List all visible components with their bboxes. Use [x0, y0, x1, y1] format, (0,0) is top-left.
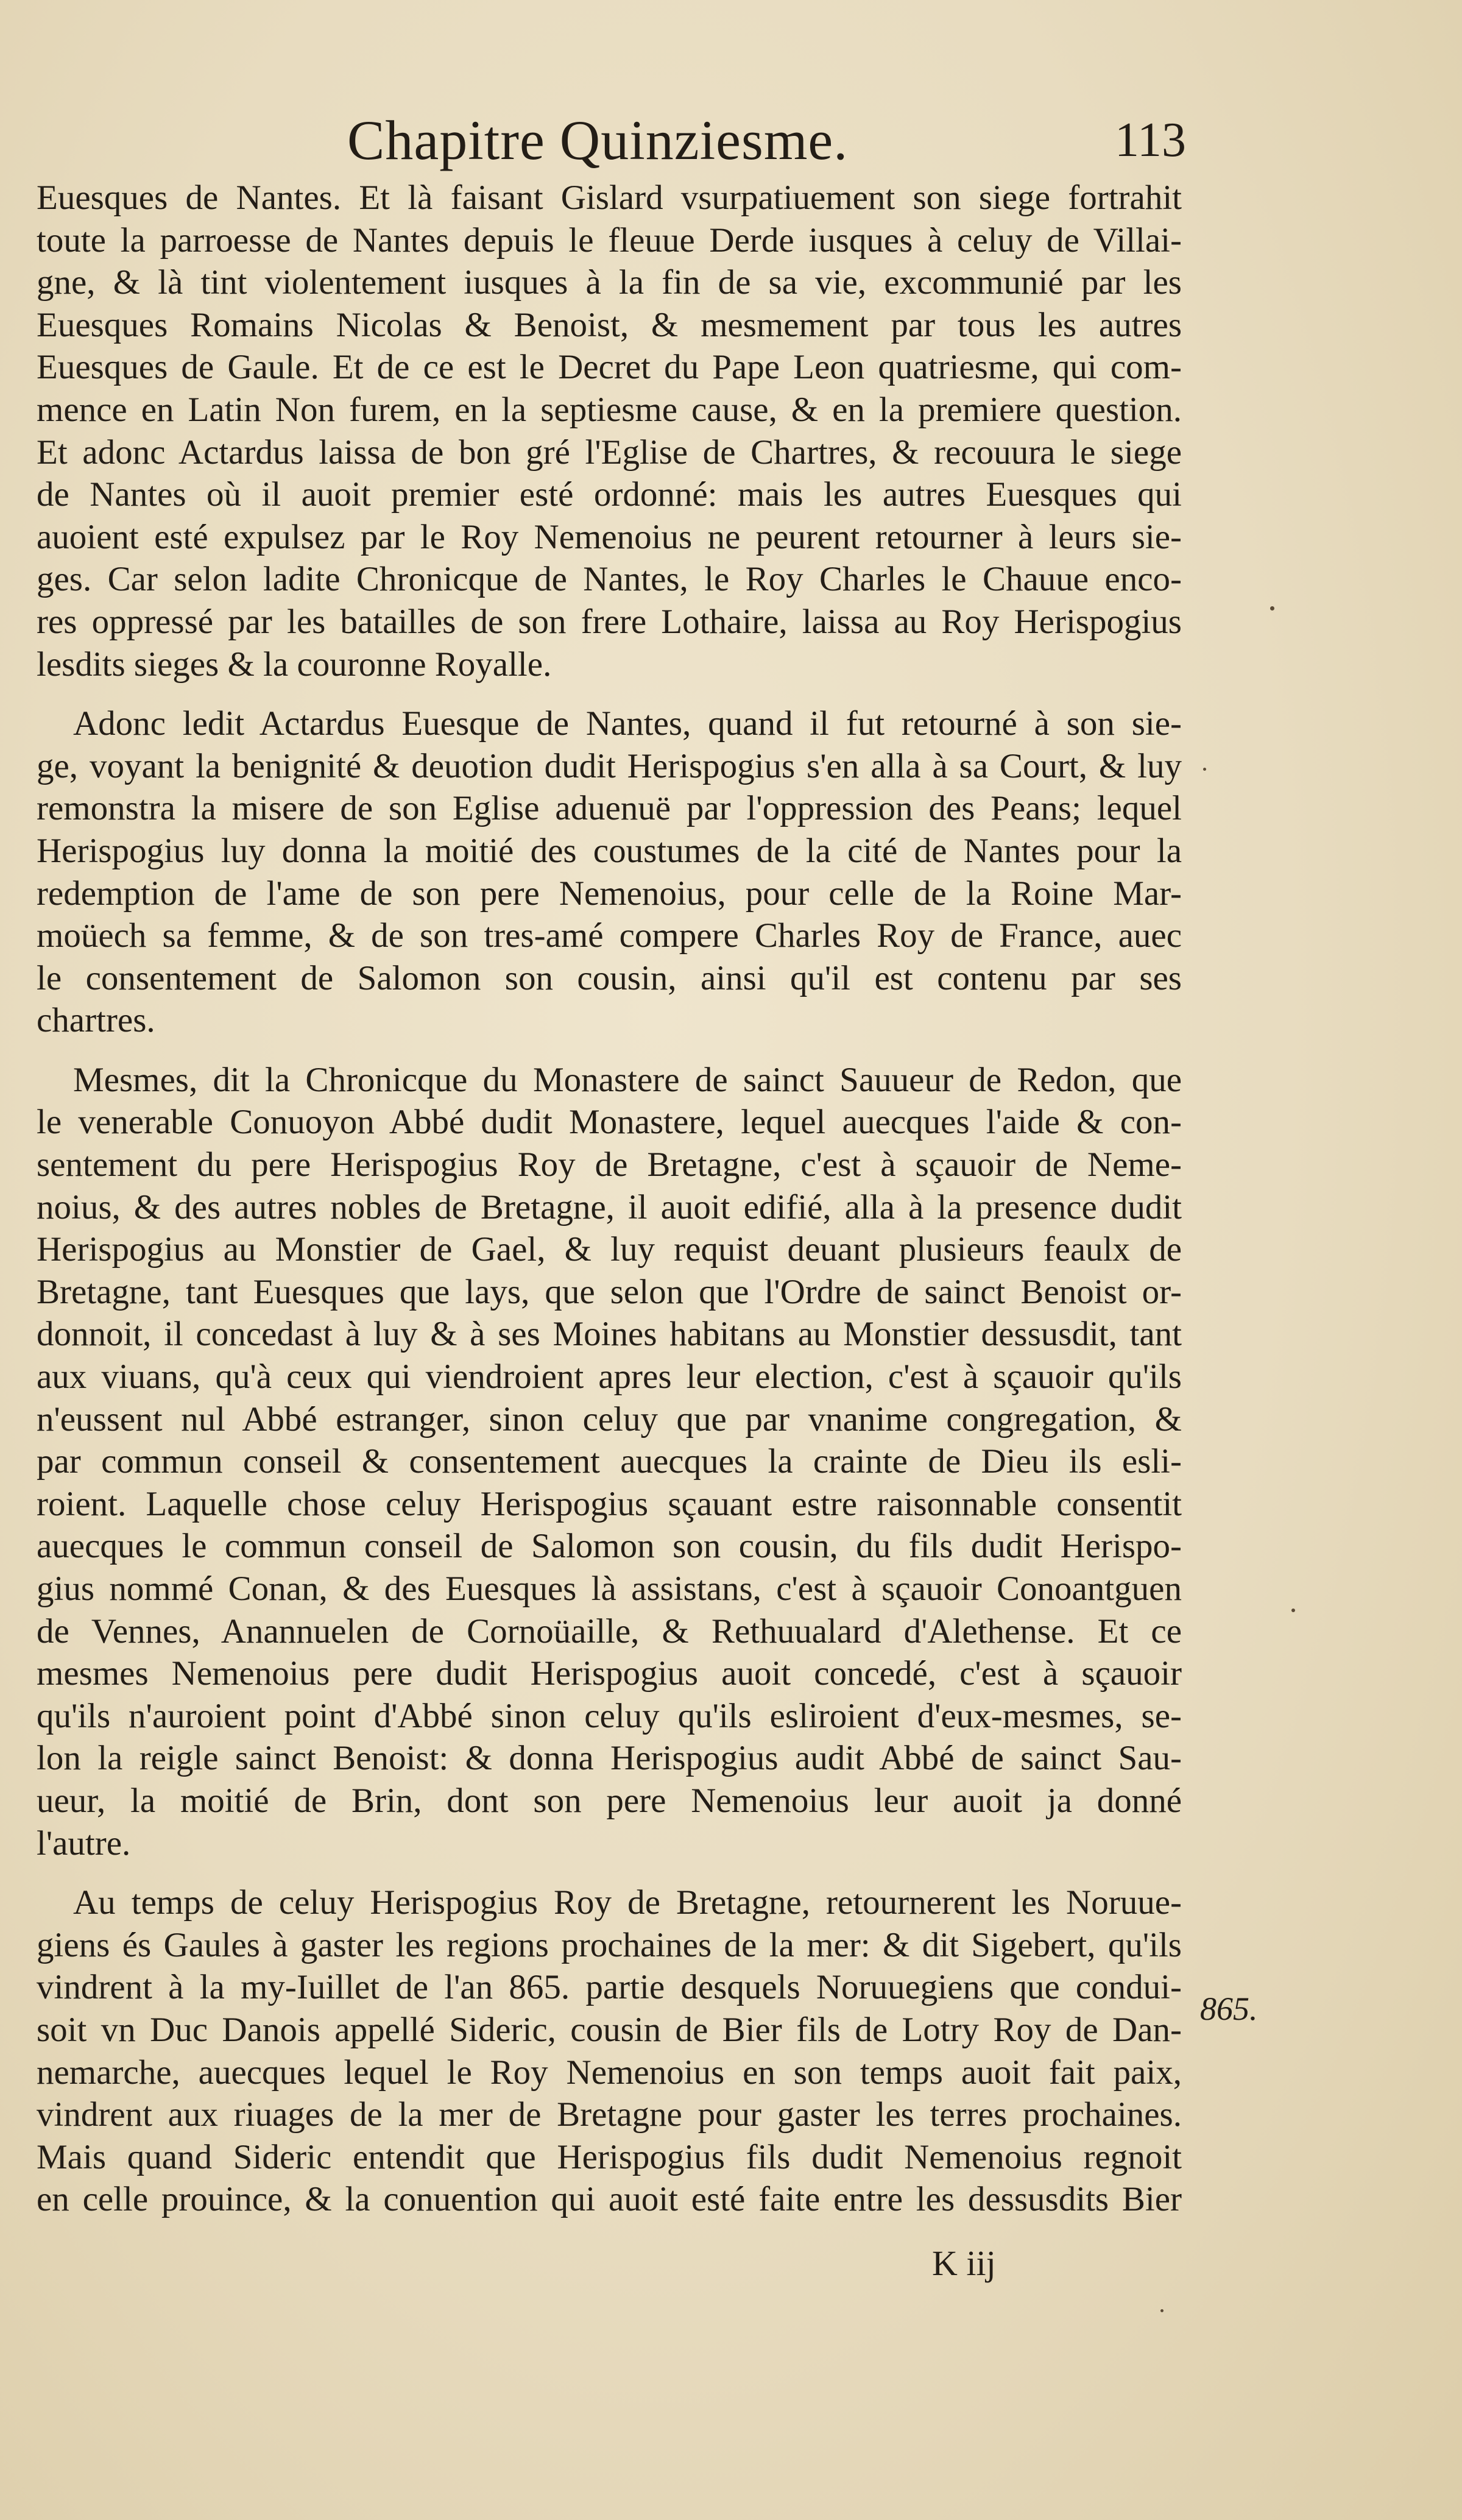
margin-note-year: 865.	[1200, 1991, 1258, 2027]
paragraph-gap	[37, 1042, 1182, 1059]
running-title: Chapitre Quinziesme.	[347, 109, 849, 171]
text-line: Bretagne, tant Euesques que lays, que selon que l'Ordre de sainct Benoist or-	[37, 1272, 1182, 1311]
text-line: giens és Gaules à gaster les regions prochaines de la mer: & dit Sigebert, qu'ils	[37, 1925, 1182, 1964]
paper-speck	[1203, 768, 1206, 771]
text-line: Euesques de Nantes. Et là faisant Gislard vsurpatiuement son siege fortrahit	[37, 179, 1182, 217]
text-line: lon la reigle sainct Benoist: & donna Herispogius audit Abbé de sainct Sau-	[37, 1739, 1182, 1778]
page-number: 113	[1115, 113, 1187, 167]
text-line: aux viuans, qu'à ceux qui viendroient apres leur election, c'est à sçauoir qu'ils	[37, 1357, 1182, 1396]
text-line: de Nantes où il auoit premier esté ordonné: mais les autres Euesques qui	[37, 475, 1182, 514]
text-line: Euesques Romains Nicolas & Benoist, & mesmement par tous les autres	[37, 305, 1182, 344]
text-line: ge, voyant la benignité & deuotion dudit Herispogius s'en alla à sa Court, & luy	[37, 746, 1182, 785]
text-line: l'autre.	[37, 1824, 131, 1863]
text-line: mence en Latin Non furem, en la septiesme cause, & en la premiere question.	[37, 390, 1182, 429]
text-line: de Vennes, Anannuelen de Cornoüaille, & Rethuualard d'Alethense. Et ce	[37, 1612, 1182, 1651]
text-line: nemarche, auecques lequel le Roy Nemenoius en son temps auoit fait paix,	[37, 2053, 1182, 2092]
text-line: en celle prouince, & la conuention qui auoit esté faite entre les dessusdits Bier	[37, 2180, 1182, 2219]
text-line: noius, & des autres nobles de Bretagne, il auoit edifié, alla à la presence dudit	[37, 1187, 1182, 1226]
paragraph-gap	[37, 685, 1182, 703]
signature-mark: K iij	[932, 2243, 996, 2283]
text-line: Mesmes, dit la Chronicque du Monastere de sainct Sauueur de Redon, que	[73, 1060, 1182, 1099]
text-line: lesdits sieges & la couronne Royalle.	[37, 645, 552, 684]
text-line: chartres.	[37, 1001, 155, 1040]
text-line: redemption de l'ame de son pere Nemenoius, pour celle de la Roine Mar-	[37, 874, 1182, 913]
text-line: Euesques de Gaule. Et de ce est le Decret du Pape Leon quatriesme, qui com-	[37, 348, 1182, 387]
text-line: Mais quand Sideric entendit que Herispogius fils dudit Nemenoius regnoit	[37, 2137, 1182, 2176]
paragraph-gap	[37, 1864, 1182, 1881]
text-line: le consentement de Salomon son cousin, ainsi qu'il est contenu par ses	[37, 958, 1182, 997]
text-line: ueur, la moitié de Brin, dont son pere Nemenoius leur auoit ja donné	[37, 1781, 1182, 1820]
text-line: res oppressé par les batailles de son frere Lothaire, laissa au Roy Herispogius	[37, 602, 1182, 641]
text-line: Herispogius luy donna la moitié des coustumes de la cité de Nantes pour la	[37, 831, 1182, 870]
text-line: Herispogius au Monstier de Gael, & luy requist deuant plusieurs feaulx de	[37, 1230, 1182, 1269]
text-line: donnoit, il concedast à luy & à ses Moines habitans au Monstier dessusdit, tant	[37, 1315, 1182, 1354]
text-line: Adonc ledit Actardus Euesque de Nantes, quand il fut retourné à son sie-	[73, 704, 1182, 743]
text-line: mesmes Nemenoius pere dudit Herispogius auoit concedé, c'est à sçauoir	[37, 1654, 1182, 1693]
text-line: remonstra la misere de son Eglise aduenuë par l'oppression des Peans; lequel	[37, 789, 1182, 828]
text-line: le venerable Conuoyon Abbé dudit Monastere, lequel auecques l'aide & con-	[37, 1103, 1182, 1142]
text-line: auoient esté expulsez par le Roy Nemenoius ne peurent retourner à leurs sie-	[37, 517, 1182, 556]
paper-speck	[1160, 2309, 1164, 2312]
body-text	[37, 177, 1182, 2221]
paper-speck	[1291, 1609, 1295, 1612]
text-line: Et adonc Actardus laissa de bon gré l'Eglise de Chartres, & recouura le siege	[37, 433, 1182, 472]
text-line: qu'ils n'auroient point d'Abbé sinon celuy qu'ils esliroient d'eux-mesmes, se-	[37, 1696, 1182, 1735]
text-line: vindrent à la my-Iuillet de l'an 865. partie desquels Noruuegiens que condui-	[37, 1968, 1182, 2007]
text-line: Au temps de celuy Herispogius Roy de Bretagne, retournerent les Noruue-	[73, 1883, 1182, 1922]
text-line: roient. Laquelle chose celuy Herispogius sçauant estre raisonnable consentit	[37, 1484, 1182, 1523]
text-line: gius nommé Conan, & des Euesques là assistans, c'est à sçauoir Conoantguen	[37, 1570, 1182, 1608]
text-line: n'eussent nul Abbé estranger, sinon celuy que par vnanime congregation, &	[37, 1400, 1182, 1439]
page-header	[0, 104, 1462, 189]
text-line: soit vn Duc Danois appellé Sideric, cousin de Bier fils de Lotry Roy de Dan-	[37, 2010, 1182, 2049]
text-line: auecques le commun conseil de Salomon son cousin, du fils dudit Herispo-	[37, 1527, 1182, 1566]
paper-speck	[1270, 606, 1274, 611]
text-line: gne, & là tint violentement iusques à la fin de sa vie, excommunié par les	[37, 263, 1182, 302]
text-line: ges. Car selon ladite Chronicque de Nantes, le Roy Charles le Chauue enco-	[37, 560, 1182, 599]
text-line: par commun conseil & consentement auecques la crainte de Dieu ils esli-	[37, 1442, 1182, 1481]
text-line: moüech sa femme, & de son tres-amé compere Charles Roy de France, auec	[37, 916, 1182, 955]
text-line: sentement du pere Herispogius Roy de Bretagne, c'est à sçauoir de Neme-	[37, 1145, 1182, 1184]
text-line: vindrent aux riuages de la mer de Bretagne pour gaster les terres prochaines.	[37, 2095, 1182, 2134]
text-line: toute la parroesse de Nantes depuis le fleuue Derde iusques à celuy de Villai-	[37, 221, 1182, 260]
